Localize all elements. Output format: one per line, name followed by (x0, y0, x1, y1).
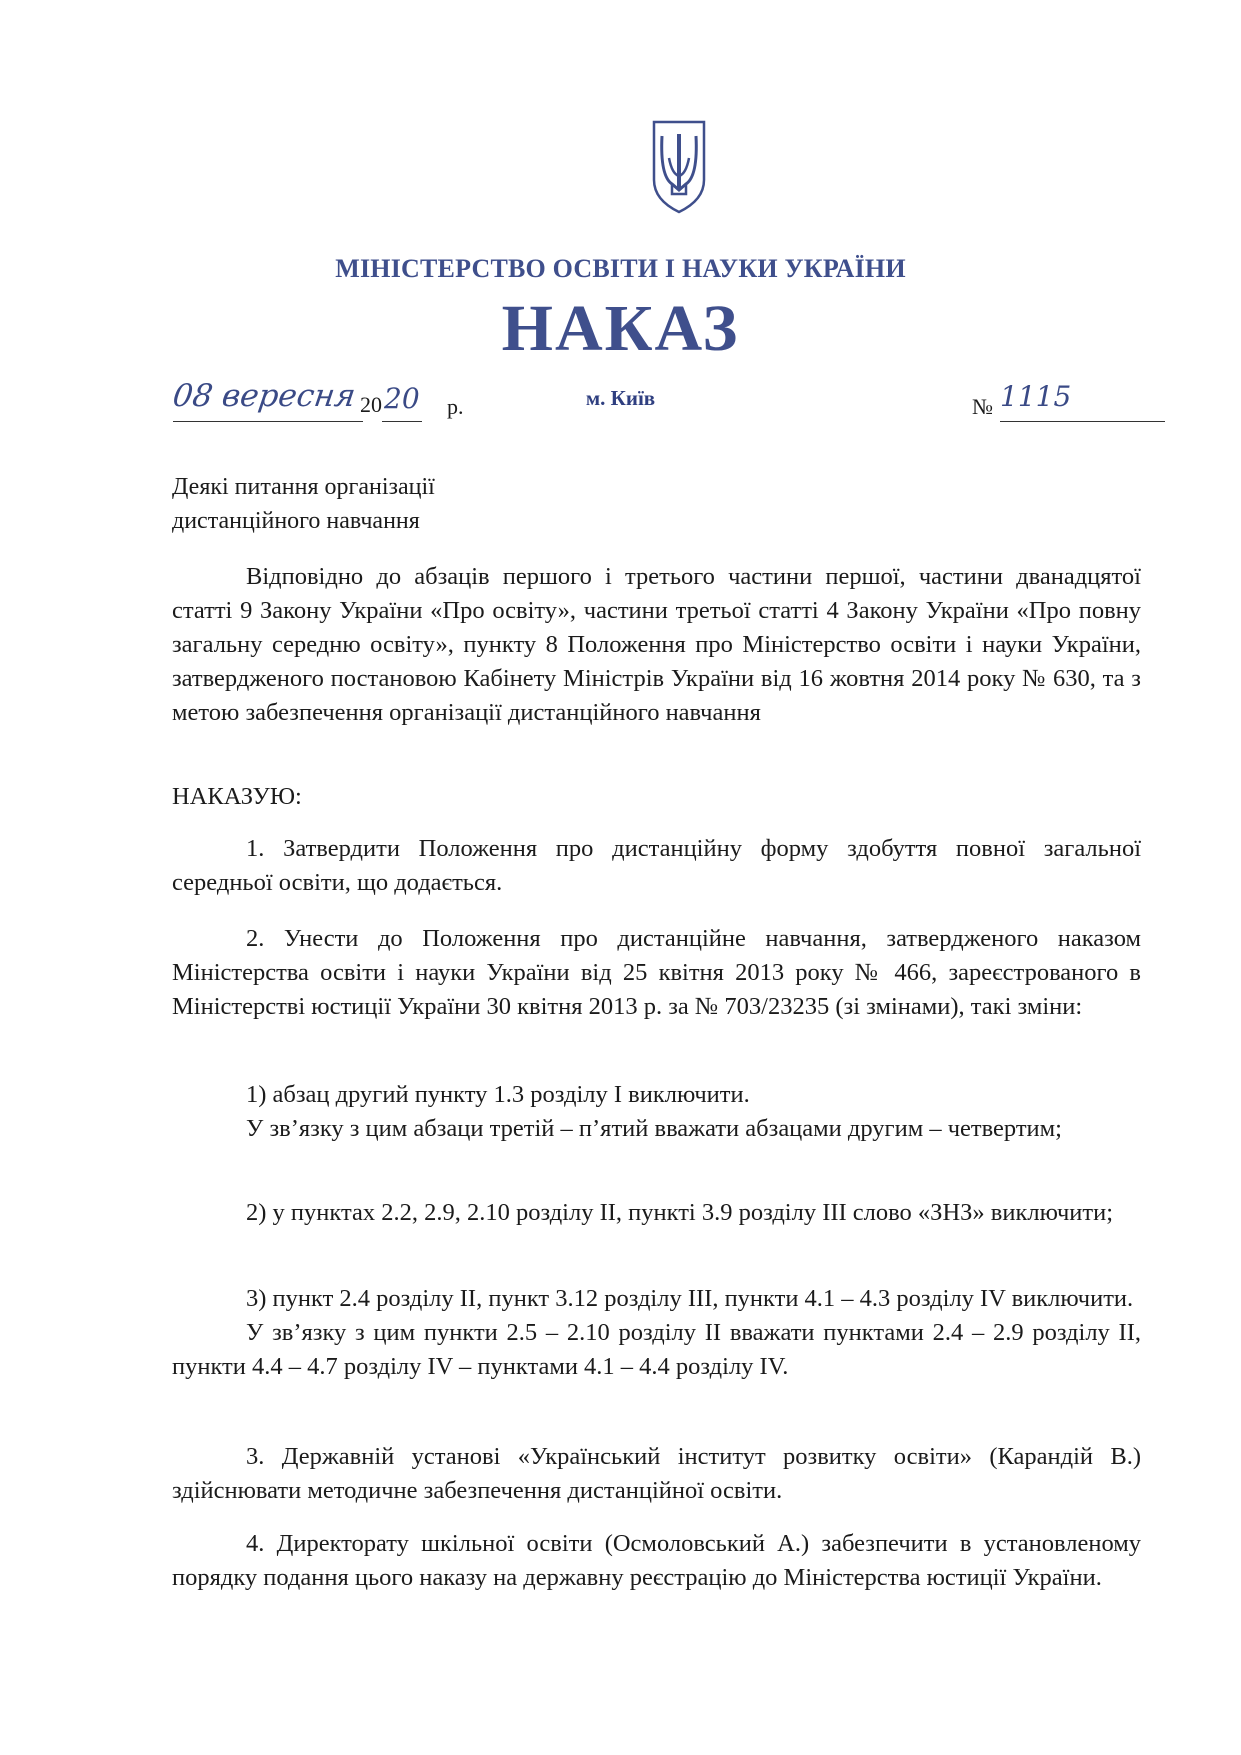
trident-emblem-icon (650, 118, 708, 214)
order-item-1 (172, 832, 1141, 900)
subject-line: Деякі питання організації (172, 474, 435, 500)
handwritten-order-number: 1115 (1000, 380, 1072, 413)
handwritten-year: 20 (384, 382, 420, 415)
year-prefix: 20 (360, 392, 382, 417)
order-item-text: 1. Затвердити Положення про дистанційну форму здобуття повної загальної середньої освіти, що додається. (172, 835, 1141, 896)
order-subitem-2 (172, 1196, 1141, 1230)
order-item-2 (172, 922, 1141, 1024)
order-subject (172, 470, 435, 538)
order-subitem-text: 2) у пунктах 2.2, 2.9, 2.10 розділу ІІ, пункті 3.9 розділу ІІІ слово «ЗНЗ» виключити; (246, 1199, 1114, 1226)
preamble-paragraph (172, 560, 1141, 730)
order-word (172, 780, 1141, 814)
order-item-4 (172, 1527, 1141, 1595)
subject-line: дистанційного навчання (172, 508, 420, 534)
handwritten-date: 08 вересня (170, 378, 358, 414)
order-item-text: 3. Державній установі «Український інститут розвитку освіти» (Карандій В.) здійснювати методичне забезпечення дистанційної освіти. (172, 1443, 1141, 1504)
ministry-name: МІНІСТЕРСТВО ОСВІТИ І НАУКИ УКРАЇНИ (335, 254, 906, 283)
year-suffix: р. (447, 394, 464, 419)
city: м. Київ (585, 386, 656, 410)
dateline (0, 378, 1241, 428)
number-underline (1000, 421, 1165, 422)
date-underline (173, 421, 363, 422)
year-underline (382, 421, 422, 422)
order-item-3 (172, 1440, 1141, 1508)
order-subitem-text: У зв’язку з цим пункти 2.5 – 2.10 розділу ІІ вважати пунктами 2.4 – 2.9 розділу ІІ, пункти 4.4 – 4.7 розділу IV – пунктами 4.1 – 4.4 розділу IV. (172, 1319, 1141, 1380)
preamble-text: Відповідно до абзаців першого і третього частини першої, частини дванадцятої статті 9 Закону України «Про освіту», частини третьої статті 4 Закону України «Про повну загальну середню освіту», пункту 8 Положення про Міністерство освіти і науки України, затвердженого постановою Кабінету Міністрів України від 16 жовтня 2014 року № 630, та з метою забезпечення організації дистанційного навчання (172, 563, 1141, 726)
order-item-text: 4. Директорату шкільної освіти (Осмоловський А.) забезпечити в установленому порядку подання цього наказу на державну реєстрацію до Міністерства юстиції України. (172, 1530, 1141, 1591)
order-subitem-3 (172, 1282, 1141, 1384)
order-item-text: 2. Унести до Положення про дистанційне навчання, затвердженого наказом Міністерства освіти і науки України від 25 квітня 2013 року № 466, зареєстрованого в Міністерстві юстиції України 30 квітня 2013 р. за № 703/23235 (зі змінами), такі зміни: (172, 925, 1141, 1020)
document-title: НАКАЗ (501, 292, 740, 365)
order-subitem-1 (172, 1078, 1141, 1146)
order-word-text: НАКАЗУЮ: (172, 783, 302, 810)
order-subitem-text: 3) пункт 2.4 розділу ІІ, пункт 3.12 розділу ІІІ, пункти 4.1 – 4.3 розділу IV виключити. (246, 1285, 1134, 1312)
order-subitem-text: У зв’язку з цим абзаци третій – п’ятий вважати абзацами другим – четвертим; (246, 1115, 1062, 1142)
number-sign: № (972, 394, 993, 419)
order-subitem-text: 1) абзац другий пункту 1.3 розділу І виключити. (246, 1081, 750, 1108)
